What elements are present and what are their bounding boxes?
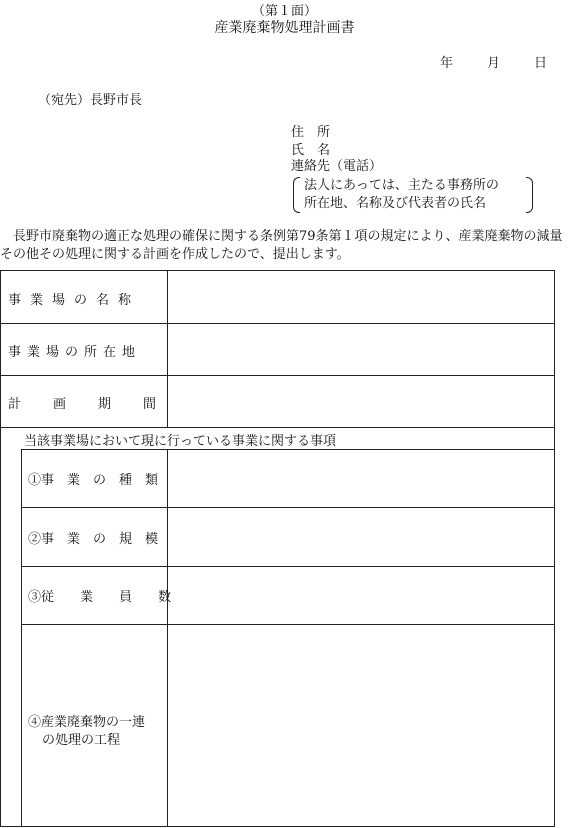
plan-period-value[interactable] bbox=[168, 376, 553, 427]
page-number: （第１面） bbox=[251, 4, 317, 19]
applicant-name-label: 氏 名 bbox=[291, 143, 331, 158]
addressee: （宛先）長野市長 bbox=[38, 93, 143, 108]
corporation-note-text bbox=[304, 177, 499, 213]
document-title: 産業廃棄物処理計画書 bbox=[214, 20, 355, 36]
disposal-process-label-line-2: の処理の工程 bbox=[42, 733, 121, 748]
row-divider bbox=[0, 427, 555, 428]
corporation-note-line-2: 所在地、名称及び代表者の氏名 bbox=[304, 196, 487, 211]
business-section-header: 当該事業場において現に行っている事業に関する事項 bbox=[24, 434, 337, 449]
date-year-label: 年 bbox=[440, 56, 454, 71]
right-bracket bbox=[526, 177, 533, 213]
facility-name-value[interactable] bbox=[168, 271, 553, 323]
inner-left-border bbox=[21, 449, 22, 827]
applicant-address-label: 住 所 bbox=[291, 125, 331, 140]
disposal-process-label-line-1: ④産業廃棄物の一連 bbox=[28, 715, 146, 730]
facility-location-label: 事業場の所在地 bbox=[8, 345, 142, 360]
facility-name-label: 事業場の名称 bbox=[8, 293, 141, 308]
business-type-value[interactable] bbox=[168, 450, 553, 507]
business-scale-value[interactable] bbox=[168, 508, 553, 566]
plan-period-label: 計画期間 bbox=[8, 397, 189, 412]
business-scale-label: ②事 業 の 規 模 bbox=[28, 532, 159, 547]
date-line bbox=[440, 52, 547, 71]
date-day-label: 日 bbox=[534, 56, 548, 71]
submission-statement: 長野市廃棄物の適正な処理の確保に関する条例第79条第１項の規定により、産業廃棄物の減量その他その処理に関する計画を作成したので、提出します。 bbox=[0, 229, 563, 262]
disposal-process-value[interactable] bbox=[168, 625, 553, 825]
corporation-note-line-1: 法人にあっては、主たる事務所の bbox=[304, 178, 499, 193]
employee-count-value[interactable] bbox=[168, 567, 553, 624]
facility-location-value[interactable] bbox=[168, 324, 553, 375]
applicant-contact-label: 連絡先（電話） bbox=[291, 159, 383, 174]
date-month-label: 月 bbox=[487, 56, 501, 71]
left-bracket bbox=[293, 177, 300, 213]
corporation-note bbox=[296, 177, 530, 213]
business-type-label: ①事 業 の 種 類 bbox=[28, 473, 159, 488]
employee-count-label: ③従 業 員 数 bbox=[28, 590, 172, 605]
